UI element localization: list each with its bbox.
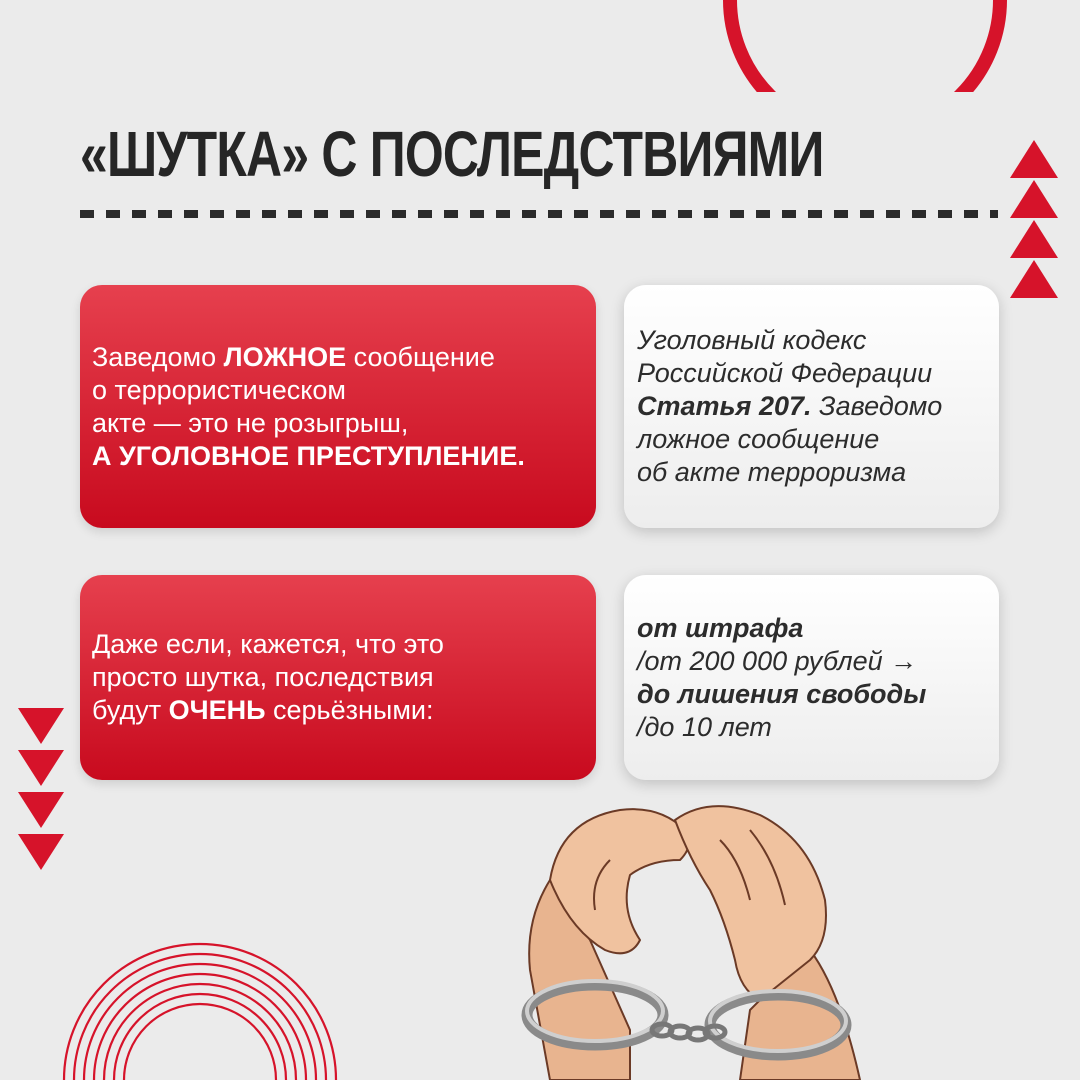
- law-line-1: Уголовный кодекс: [637, 325, 867, 355]
- warning-line-1: Заведомо ЛОЖНОЕ сообщение: [92, 341, 495, 372]
- consequences-line-2: просто шутка, последствия: [92, 662, 434, 692]
- consequences-line-1: Даже если, кажется, что это: [92, 629, 444, 659]
- law-line-3: Статья 207. Заведомо: [637, 391, 943, 421]
- triangle-arrows-up: [1008, 138, 1060, 304]
- warning-line-3: акте — это не розыгрыш,: [92, 407, 409, 438]
- penalty-line-4: /до 10 лет: [637, 711, 772, 742]
- consequences-card: [80, 575, 596, 780]
- warning-line-4: А УГОЛОВНОЕ ПРЕСТУПЛЕНИЕ.: [92, 440, 525, 471]
- concentric-arcs-icon: [60, 940, 340, 1080]
- triangle-arrow-icon: [18, 792, 64, 828]
- warning-card: [80, 285, 596, 528]
- law-line-4: ложное сообщение: [637, 424, 880, 454]
- page-title: «ШУТКА» С ПОСЛЕДСТВИЯМИ: [80, 118, 824, 190]
- triangle-arrow-icon: [1010, 180, 1058, 218]
- triangle-arrow-icon: [1010, 260, 1058, 298]
- dashed-divider: [80, 210, 998, 218]
- warning-line-2: о террористическом: [92, 374, 346, 405]
- triangle-arrow-icon: [18, 834, 64, 870]
- triangle-arrow-icon: [18, 750, 64, 786]
- handcuffed-hands-icon: [510, 800, 880, 1080]
- penalty-line-3: до лишения свободы: [637, 678, 927, 709]
- law-card: [624, 285, 999, 528]
- penalty-line-1: от штрафа: [637, 612, 804, 643]
- law-line-5: об акте терроризма: [637, 457, 907, 487]
- triangle-arrow-icon: [1010, 220, 1058, 258]
- triangle-arrow-icon: [1010, 140, 1058, 178]
- triangle-arrows-down: [16, 706, 66, 872]
- red-circle-icon: [720, 0, 1010, 92]
- penalty-card: [624, 575, 999, 780]
- triangle-arrow-icon: [18, 708, 64, 744]
- law-line-2: Российской Федерации: [637, 358, 933, 388]
- consequences-line-3: будут ОЧЕНЬ серьёзными:: [92, 695, 434, 725]
- penalty-line-2: /от 200 000 рублей →: [637, 645, 918, 676]
